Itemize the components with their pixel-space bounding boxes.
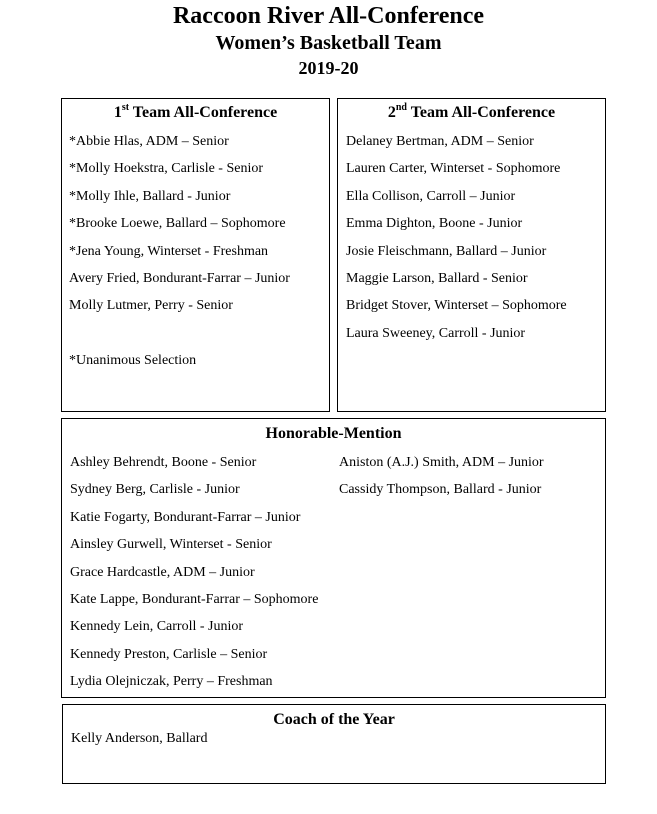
second-team-heading-sup: nd [395, 101, 407, 113]
list-item: Kennedy Preston, Carlisle – Senior [70, 646, 268, 662]
list-item: Molly Lutmer, Perry - Senior [69, 298, 233, 314]
honorable-mention-list-right [339, 453, 544, 508]
coach-name: Kelly Anderson, Ballard [71, 731, 208, 746]
page-subtitle: Women’s Basketball Team [215, 32, 442, 54]
coach-heading: Coach of the Year [273, 711, 395, 728]
second-team-list [346, 132, 567, 351]
season-label: 2019-20 [298, 58, 359, 78]
honorable-mention-heading: Honorable-Mention [265, 425, 402, 442]
second-team-heading-num: 2 [387, 104, 396, 121]
list-item: Grace Hardcastle, ADM – Junior [70, 564, 255, 580]
list-item: Emma Dighton, Boone - Junior [346, 216, 523, 232]
list-item: Katie Fogarty, Bondurant-Farrar – Junior [70, 509, 301, 525]
list-item: Ainsley Gurwell, Winterset - Senior [70, 537, 272, 553]
list-item: Lauren Carter, Winterset - Sophomore [346, 161, 561, 177]
list-item: Avery Fried, Bondurant-Farrar – Junior [69, 270, 290, 286]
first-team-box [61, 98, 330, 412]
first-team-heading-sup: st [121, 101, 130, 113]
first-team-heading-text: Team All-Conference [129, 104, 278, 121]
list-item: *Jena Young, Winterset - Freshman [69, 243, 269, 259]
page-title: Raccoon River All-Conference [172, 3, 485, 29]
list-item: Ashley Behrendt, Boone - Senior [70, 455, 257, 470]
list-item: *Molly Ihle, Ballard - Junior [69, 188, 231, 204]
list-item: *Brooke Loewe, Ballard – Sophomore [69, 216, 286, 232]
list-item: Delaney Bertman, ADM – Senior [346, 134, 534, 149]
list-item: Lydia Olejniczak, Perry – Freshman [70, 674, 273, 690]
list-item: Aniston (A.J.) Smith, ADM – Junior [339, 455, 544, 470]
list-item: Laura Sweeney, Carroll - Junior [346, 325, 526, 341]
list-item: Josie Fleischmann, Ballard – Junior [346, 243, 547, 259]
list-item: Sydney Berg, Carlisle - Junior [70, 482, 240, 498]
list-item: Bridget Stover, Winterset – Sophomore [346, 298, 567, 314]
list-item: *Molly Hoekstra, Carlisle - Senior [69, 161, 264, 177]
unanimous-note: *Unanimous Selection [69, 353, 197, 368]
honorable-mention-box [61, 418, 606, 698]
first-team-heading-num: 1 [113, 104, 122, 121]
second-team-box [337, 98, 606, 412]
first-team-list [69, 132, 290, 324]
list-item: Kate Lappe, Bondurant-Farrar – Sophomore [70, 591, 319, 607]
list-item: Maggie Larson, Ballard - Senior [346, 270, 528, 286]
list-item: Cassidy Thompson, Ballard - Junior [339, 482, 542, 498]
first-team-heading [62, 103, 329, 123]
list-item: *Abbie Hlas, ADM – Senior [69, 134, 229, 149]
honorable-mention-list-left [70, 453, 318, 700]
second-team-heading [338, 103, 605, 123]
second-team-heading-text: Team All-Conference [406, 104, 556, 121]
coach-box [62, 704, 606, 784]
list-item: Ella Collison, Carroll – Junior [346, 188, 516, 204]
list-item: Kennedy Lein, Carroll - Junior [70, 619, 244, 635]
